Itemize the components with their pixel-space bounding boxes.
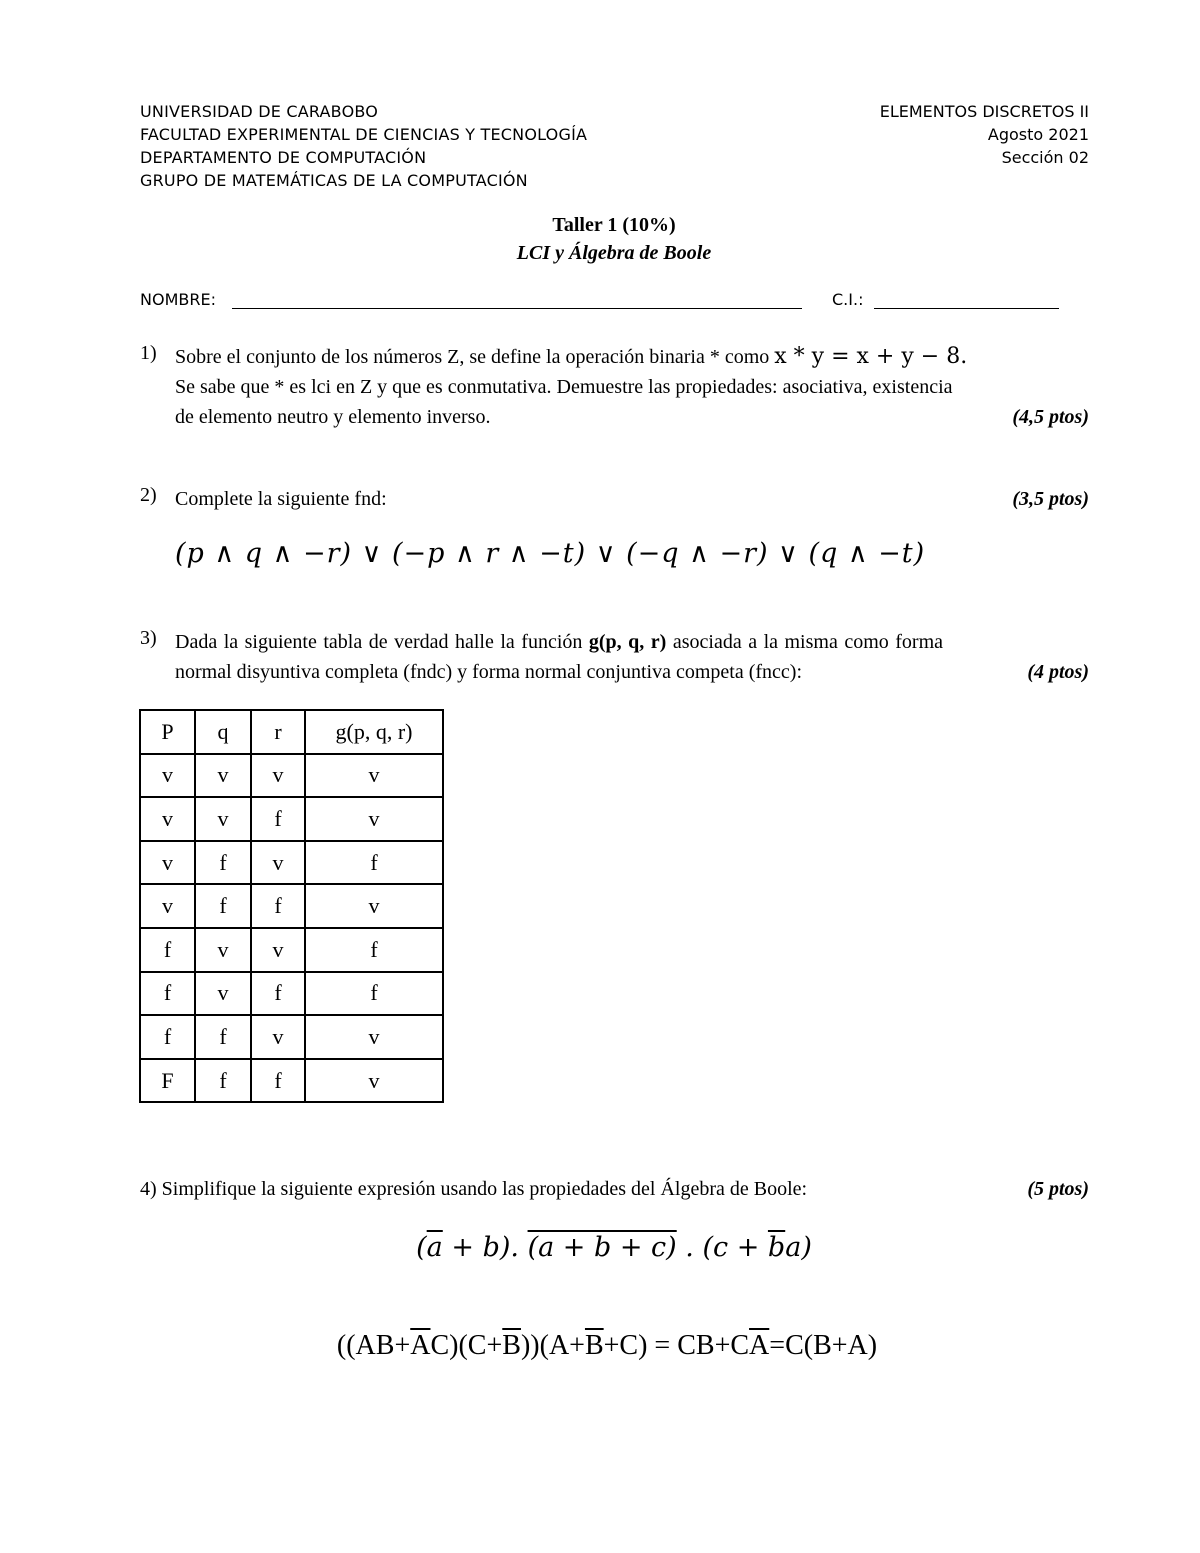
table-cell: f [195, 1015, 251, 1059]
section: Sección 02 [1001, 148, 1089, 167]
term: Agosto 2021 [987, 125, 1089, 144]
table-cell: f [305, 928, 443, 972]
table-cell: v [140, 841, 195, 885]
table-cell: v [140, 797, 195, 841]
table-cell: f [251, 884, 305, 928]
expr-part: . (c + [676, 1232, 768, 1263]
expr-negated-sum: (a + b + c) [527, 1232, 677, 1263]
fnd-formula: (p ∧ q ∧ −r) ∨ (−p ∧ r ∧ −t) ∨ (−q ∧ −r) ∨ (q ∧ −t) [175, 538, 926, 569]
table-cell: v [195, 972, 251, 1016]
table-cell: v [195, 754, 251, 798]
group-name: GRUPO DE MATEMÁTICAS DE LA COMPUTACIÓN [140, 171, 528, 190]
question-1-line-3 [175, 402, 1089, 432]
table-cell: v [251, 841, 305, 885]
question-1-line-2: Se sabe que * es lci en Z y que es conmutativa. Demuestre las propiedades: asociativa, existencia [175, 376, 953, 398]
table-cell: v [140, 754, 195, 798]
question-3-points: (4 ptos) [1027, 661, 1089, 683]
answer-negated-b: $\overline{B}$ [502, 1330, 521, 1361]
question-1-number: 1) [140, 342, 157, 364]
course-name: ELEMENTOS DISCRETOS II [879, 102, 1089, 121]
table-cell: f [251, 797, 305, 841]
table-cell: f [195, 841, 251, 885]
table-cell: v [305, 797, 443, 841]
question-3-line-2 [175, 657, 1089, 687]
question-2-line [175, 484, 1089, 514]
name-field[interactable] [232, 308, 802, 309]
table-cell: f [251, 972, 305, 1016]
question-2-prompt: Complete la siguiente fnd: [175, 488, 387, 510]
question-2-number: 2) [140, 484, 157, 506]
course-block [780, 100, 1089, 169]
question-3-number: 3) [140, 627, 157, 649]
answer-part: C)(C+ [430, 1330, 503, 1361]
table-header-row [140, 710, 443, 754]
institution-block [140, 100, 587, 192]
table-row [140, 1059, 443, 1103]
table-row [140, 754, 443, 798]
table-row [140, 884, 443, 928]
question-3-line-2-text: normal disyuntiva completa (fndc) y forma normal conjuntiva competa (fncc): [175, 661, 803, 683]
id-field[interactable] [874, 308, 1059, 309]
question-3-line-1-b: asociada a la misma como forma [666, 631, 944, 653]
answer-part: ((AB+ [336, 1330, 411, 1361]
expr-negated-a: $\overline{a}$ [426, 1232, 443, 1263]
question-1-points: (4,5 ptos) [1012, 406, 1089, 428]
table-cell: f [305, 841, 443, 885]
truth-table [139, 709, 444, 1103]
document-title: Taller 1 (10%) [552, 214, 676, 236]
table-cell: v [140, 884, 195, 928]
table-cell: v [251, 1015, 305, 1059]
question-1-line-1-text: Sobre el conjunto de los números Z, se define la operación binaria * como [175, 346, 775, 368]
table-cell: v [195, 797, 251, 841]
question-1-line-3-text: de elemento neutro y elemento inverso. [175, 406, 491, 428]
table-cell: f [195, 884, 251, 928]
question-2-text [175, 484, 1089, 514]
table-cell: f [195, 1059, 251, 1103]
table-row [140, 928, 443, 972]
expr-part: + b). [442, 1232, 528, 1263]
table-header-cell: g(p, q, r) [305, 710, 443, 754]
simplification-answer [0, 1330, 1200, 1362]
department-name: DEPARTAMENTO DE COMPUTACIÓN [140, 148, 427, 167]
faculty-name: FACULTAD EXPERIMENTAL DE CIENCIAS Y TECNOLOGÍA [140, 125, 588, 144]
table-cell: v [251, 754, 305, 798]
table-header-cell: P [140, 710, 195, 754]
answer-part: =C(B+A) [769, 1330, 878, 1361]
expr-part: a) [785, 1232, 812, 1263]
expr-part: ( [416, 1232, 427, 1263]
table-row [140, 841, 443, 885]
boolean-expression [0, 1232, 1200, 1263]
question-1-text [175, 342, 1089, 432]
table-row [140, 972, 443, 1016]
table-cell: v [305, 884, 443, 928]
answer-part: +C) = CB+C [603, 1330, 750, 1361]
function-name: g(p, q, r) [588, 631, 667, 653]
answer-negated-a: $\overline{A}$ [410, 1330, 431, 1361]
answer-negated-b: $\overline{B}$ [584, 1330, 604, 1361]
operation-formula: x * y = x + y − 8. [774, 344, 968, 369]
table-cell: v [305, 1015, 443, 1059]
document-subtitle: LCI y Álgebra de Boole [516, 242, 712, 264]
id-label: C.I.: [832, 290, 864, 309]
question-3-line-1 [175, 627, 1089, 657]
table-row [140, 797, 443, 841]
table-header-cell: q [195, 710, 251, 754]
question-4-text [140, 1174, 1089, 1204]
table-cell: f [140, 928, 195, 972]
question-1-line-1 [175, 342, 1089, 372]
question-2-points: (3,5 ptos) [1012, 488, 1089, 510]
table-cell: F [140, 1059, 195, 1103]
expr-negated-b: $\overline{b}$ [767, 1232, 786, 1263]
question-4-points: (5 ptos) [1027, 1178, 1089, 1200]
table-cell: f [140, 1015, 195, 1059]
table-cell: v [305, 754, 443, 798]
table-cell: f [140, 972, 195, 1016]
table-cell: f [251, 1059, 305, 1103]
name-label: NOMBRE: [140, 290, 216, 309]
table-header-cell: r [251, 710, 305, 754]
table-cell: f [305, 972, 443, 1016]
table-row [140, 1015, 443, 1059]
question-4-prompt: 4) Simplifique la siguiente expresión usando las propiedades del Álgebra de Boole: [140, 1178, 808, 1200]
question-3-line-1-a: Dada la siguiente tabla de verdad halle la función [175, 631, 589, 653]
answer-part: ))(A+ [520, 1330, 585, 1361]
table-cell: v [305, 1059, 443, 1103]
table-cell: v [251, 928, 305, 972]
university-name: UNIVERSIDAD DE CARABOBO [140, 102, 379, 121]
question-3-text [175, 627, 1089, 687]
answer-negated-a: $\overline{A}$ [749, 1330, 770, 1361]
table-cell: v [195, 928, 251, 972]
